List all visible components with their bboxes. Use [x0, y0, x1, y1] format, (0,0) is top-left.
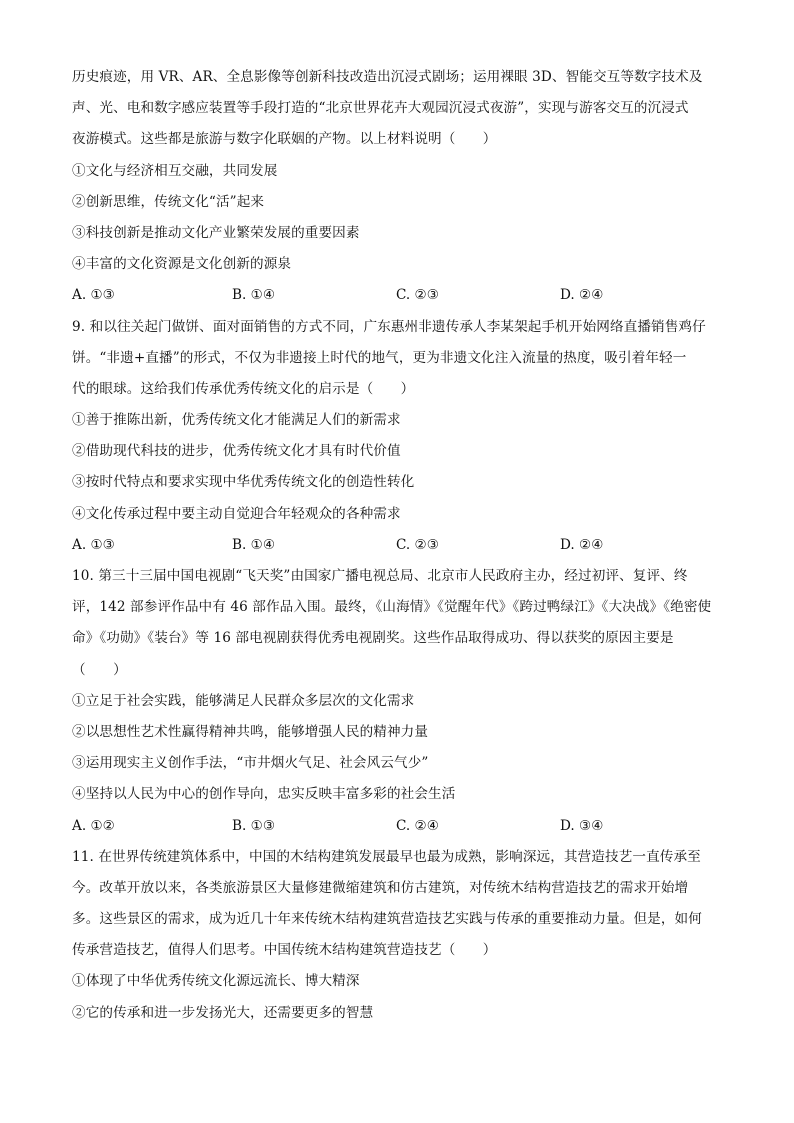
- question-text-line: 10. 第三十三届中国电视剧“飞天奖”由国家广播电视总局、北京市人民政府主办，经过初评、复评、终: [72, 568, 688, 584]
- question-text-line: 代的眼球。这给我们传承优秀传统文化的启示是（ ）: [72, 380, 415, 397]
- option-d: D. ③④: [560, 817, 604, 834]
- question-text-line: 评，142 部参评作品中有 46 部作品入围。最终，《山海情》《觉醒年代》《跨过鸭绿江》《大决战》《绝密使: [72, 599, 712, 616]
- option-b: B. ①③: [232, 817, 276, 834]
- question-10: [72, 561, 722, 842]
- answer-options: [72, 530, 722, 561]
- statement-item: ②它的传承和进一步发扬光大，还需要更多的智慧: [72, 1004, 374, 1021]
- option-c: C. ②④: [396, 817, 439, 834]
- question-text-line: 饼。“非遗+直播”的形式，不仅为非遗接上时代的地气，更为非遗文化注入流量的热度，吸引着年轻一: [72, 349, 687, 366]
- statement-item: ①体现了中华优秀传统文化源远流长、博大精深: [72, 973, 360, 990]
- statement-item: ①立足于社会实践，能够满足人民群众多层次的文化需求: [72, 692, 415, 709]
- statement-item: ①善于推陈出新，优秀传统文化才能满足人们的新需求: [72, 412, 401, 429]
- statement-item: ④文化传承过程中要主动自觉迎合年轻观众的各种需求: [72, 505, 401, 522]
- option-c: C. ②③: [396, 536, 439, 553]
- statement-item: ②创新思维，传统文化“活”起来: [72, 193, 265, 210]
- option-b: B. ①④: [232, 287, 276, 304]
- exam-page: [72, 62, 722, 1029]
- statement-item: ②以思想性艺术性赢得精神共鸣，能够增强人民的精神力量: [72, 723, 429, 740]
- question-text-line: 多。这些景区的需求，成为近几十年来传统木结构建筑营造技艺实践与传承的重要推动力量。但是，如何: [72, 911, 702, 928]
- option-c: C. ②③: [396, 287, 439, 304]
- option-a: A. ①③: [72, 536, 115, 553]
- question-8: [72, 62, 722, 312]
- question-text-line: 夜游模式。这些都是旅游与数字化联姻的产物。以上材料说明（ ）: [72, 131, 497, 148]
- option-d: D. ②④: [560, 287, 604, 304]
- question-text-line: 声、光、电和数字感应装置等手段打造的“北京世界花卉大观园沉浸式夜游”，实现与游客交互的沉浸式: [72, 100, 689, 117]
- answer-options: [72, 811, 722, 842]
- question-text-line: 今。改革开放以来，各类旅游景区大量修建微缩建筑和仿古建筑，对传统木结构营造技艺的需求开始增: [72, 879, 689, 896]
- answer-options: [72, 280, 722, 311]
- question-text-line: 传承营造技艺，值得人们思考。中国传统木结构建筑营造技艺（ ）: [72, 942, 497, 959]
- statement-item: ②借助现代科技的进步，优秀传统文化才具有时代价值: [72, 443, 401, 460]
- option-d: D. ②④: [560, 536, 604, 553]
- question-text-line: 命》《功勋》《装台》等 16 部电视剧获得优秀电视剧奖。这些作品取得成功、得以获奖的原因主要是: [72, 630, 674, 647]
- option-b: B. ①④: [232, 536, 276, 553]
- question-text-line: 11. 在世界传统建筑体系中，中国的木结构建筑发展最早也最为成熟，影响深远，其营造技艺一直传承至: [72, 848, 701, 865]
- question-9: [72, 312, 722, 562]
- statement-item: ①文化与经济相互交融，共同发展: [72, 162, 278, 179]
- question-text-line: 9. 和以往关起门做饼、面对面销售的方式不同，广东惠州非遗传承人李某架起手机开始网络直播销售鸡仔: [72, 318, 706, 335]
- statement-item: ③运用现实主义创作手法，“市井烟火气足、社会风云气少”: [72, 755, 429, 772]
- option-a: A. ①②: [72, 817, 115, 834]
- statement-item: ③科技创新是推动文化产业繁荣发展的重要因素: [72, 224, 360, 241]
- option-a: A. ①③: [72, 287, 115, 304]
- statement-item: ④坚持以人民为中心的创作导向，忠实反映丰富多彩的社会生活: [72, 786, 456, 803]
- question-11: [72, 842, 722, 1029]
- question-text-line: （ ）: [72, 661, 127, 678]
- statement-item: ④丰富的文化资源是文化创新的源泉: [72, 256, 292, 273]
- question-text-line: 历史痕迹，用 VR、AR、全息影像等创新科技改造出沉浸式剧场；运用裸眼 3D、智能交互等数字技术及: [72, 69, 703, 85]
- statement-item: ③按时代特点和要求实现中华优秀传统文化的创造性转化: [72, 474, 415, 491]
